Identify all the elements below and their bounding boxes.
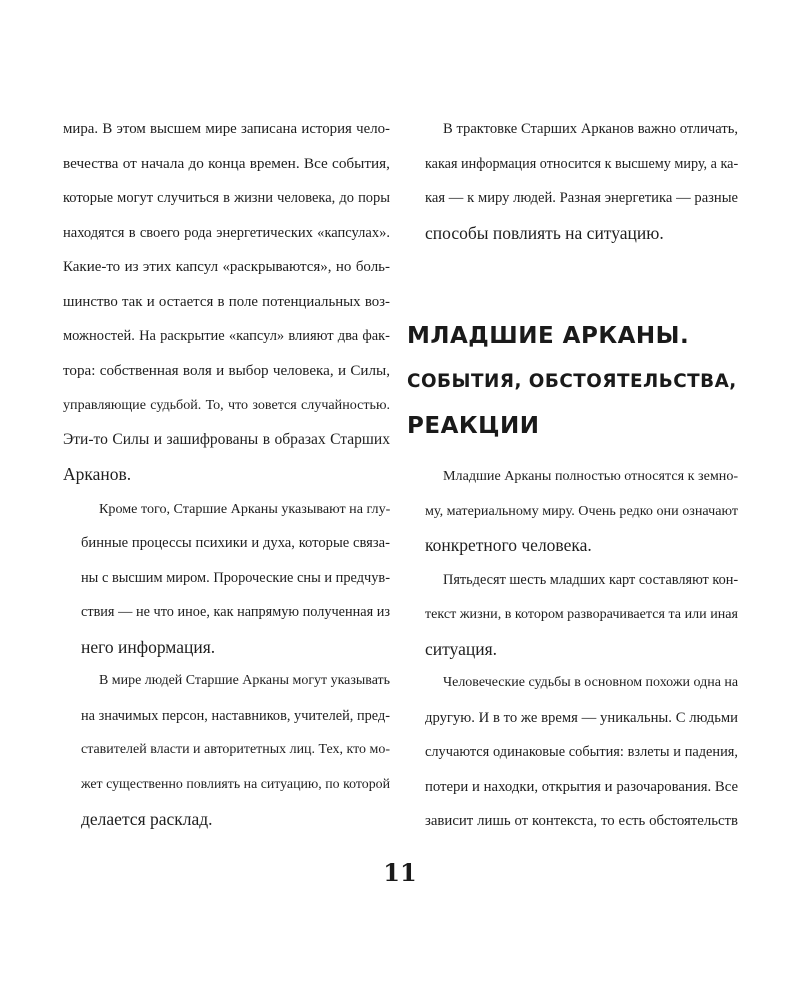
text-line: управляющие судьбой. То, что зовется случайностью. [63, 397, 390, 413]
text-line: случаются одинаковые события: взлеты и падения, [425, 744, 738, 760]
paragraph [407, 563, 738, 667]
text-line: шинство так и остается в поле потенциальных воз- [63, 293, 390, 310]
heading-line: СОБЫТИЯ, ОБСТОЯТЕЛЬСТВА, [407, 371, 737, 392]
text-line: которые могут случиться в жизни человека, до поры [63, 190, 390, 206]
text-line: можностей. На раскрытие «капсул» влияют два фак- [63, 328, 390, 344]
paragraph [407, 459, 738, 563]
text-line: потери и находки, открытия и разочарования. Все [425, 778, 738, 795]
text-line: другую. И в то же время — уникальны. С людьми [425, 709, 738, 726]
text-line: делается расклад. [81, 809, 213, 829]
text-line: ставителей власти и авторитетных лиц. Тех, кто мо- [81, 742, 390, 757]
text-line: вечества от начала до конца времен. Все события, [63, 154, 390, 172]
text-line: Человеческие судьбы в основном похожи одна на [443, 675, 739, 690]
heading-line: РЕАКЦИИ [407, 413, 540, 439]
text-line: му, материальному миру. Очень редко они означают [425, 502, 738, 519]
text-line: ситуация. [425, 638, 497, 659]
text-line: на значимых персон, наставников, учителей, пред- [81, 707, 390, 724]
text-line: В мире людей Старшие Арканы могут указывать [99, 673, 391, 688]
text-line: ствия — не что иное, как напрямую полученная из [81, 604, 390, 620]
heading-line: МЛАДШИЕ АРКАНЫ. [407, 323, 690, 349]
text-line: конкретного человека. [425, 535, 592, 555]
text-line: бинные процессы психики и духа, которые связа- [81, 535, 390, 551]
text-line: способы повлиять на ситуацию. [425, 222, 664, 243]
paragraph [63, 112, 390, 492]
text-line: кая — к миру людей. Разная энергетика — разные [425, 190, 738, 206]
text-line: зависит лишь от контекста, то есть обстоятельств [425, 813, 738, 829]
text-line: Младшие Арканы полностью относятся к земно- [443, 468, 739, 484]
text-line: мира. В этом высшем мире записана история чело- [63, 121, 390, 137]
paragraph [63, 492, 390, 665]
paragraph [63, 664, 390, 837]
text-line: В трактовке Старших Арканов важно отличать, [443, 121, 738, 137]
text-line: него информация. [81, 636, 216, 657]
section-heading [407, 314, 738, 449]
text-line: Эти-то Силы и зашифрованы в образах Старших [63, 430, 390, 448]
text-line: какая информация относится к высшему миру, а ка- [425, 155, 739, 172]
page-number: 11 [383, 858, 417, 887]
text-line: жет существенно повлиять на ситуацию, по которой [81, 776, 390, 792]
text-line: находятся в своего рода энергетических «капсулах». [63, 224, 390, 241]
text-line: ны с высшим миром. Пророческие сны и предчув- [81, 569, 390, 586]
text-line: Кроме того, Старшие Арканы указывают на глу- [99, 500, 391, 517]
left-column [63, 112, 390, 837]
paragraph [407, 112, 738, 250]
text-line: тора: собственная воля и выбор человека, и Силы, [63, 362, 390, 379]
text-line: Какие-то из этих капсул «раскрываются», но боль- [63, 259, 390, 275]
text-line: Пятьдесят шесть младших карт составляют кон- [443, 571, 739, 588]
right-column [407, 112, 738, 839]
text-line: текст жизни, в котором разворачивается та или иная [425, 606, 738, 622]
paragraph [407, 666, 738, 839]
text-line: Арканов. [63, 464, 132, 484]
